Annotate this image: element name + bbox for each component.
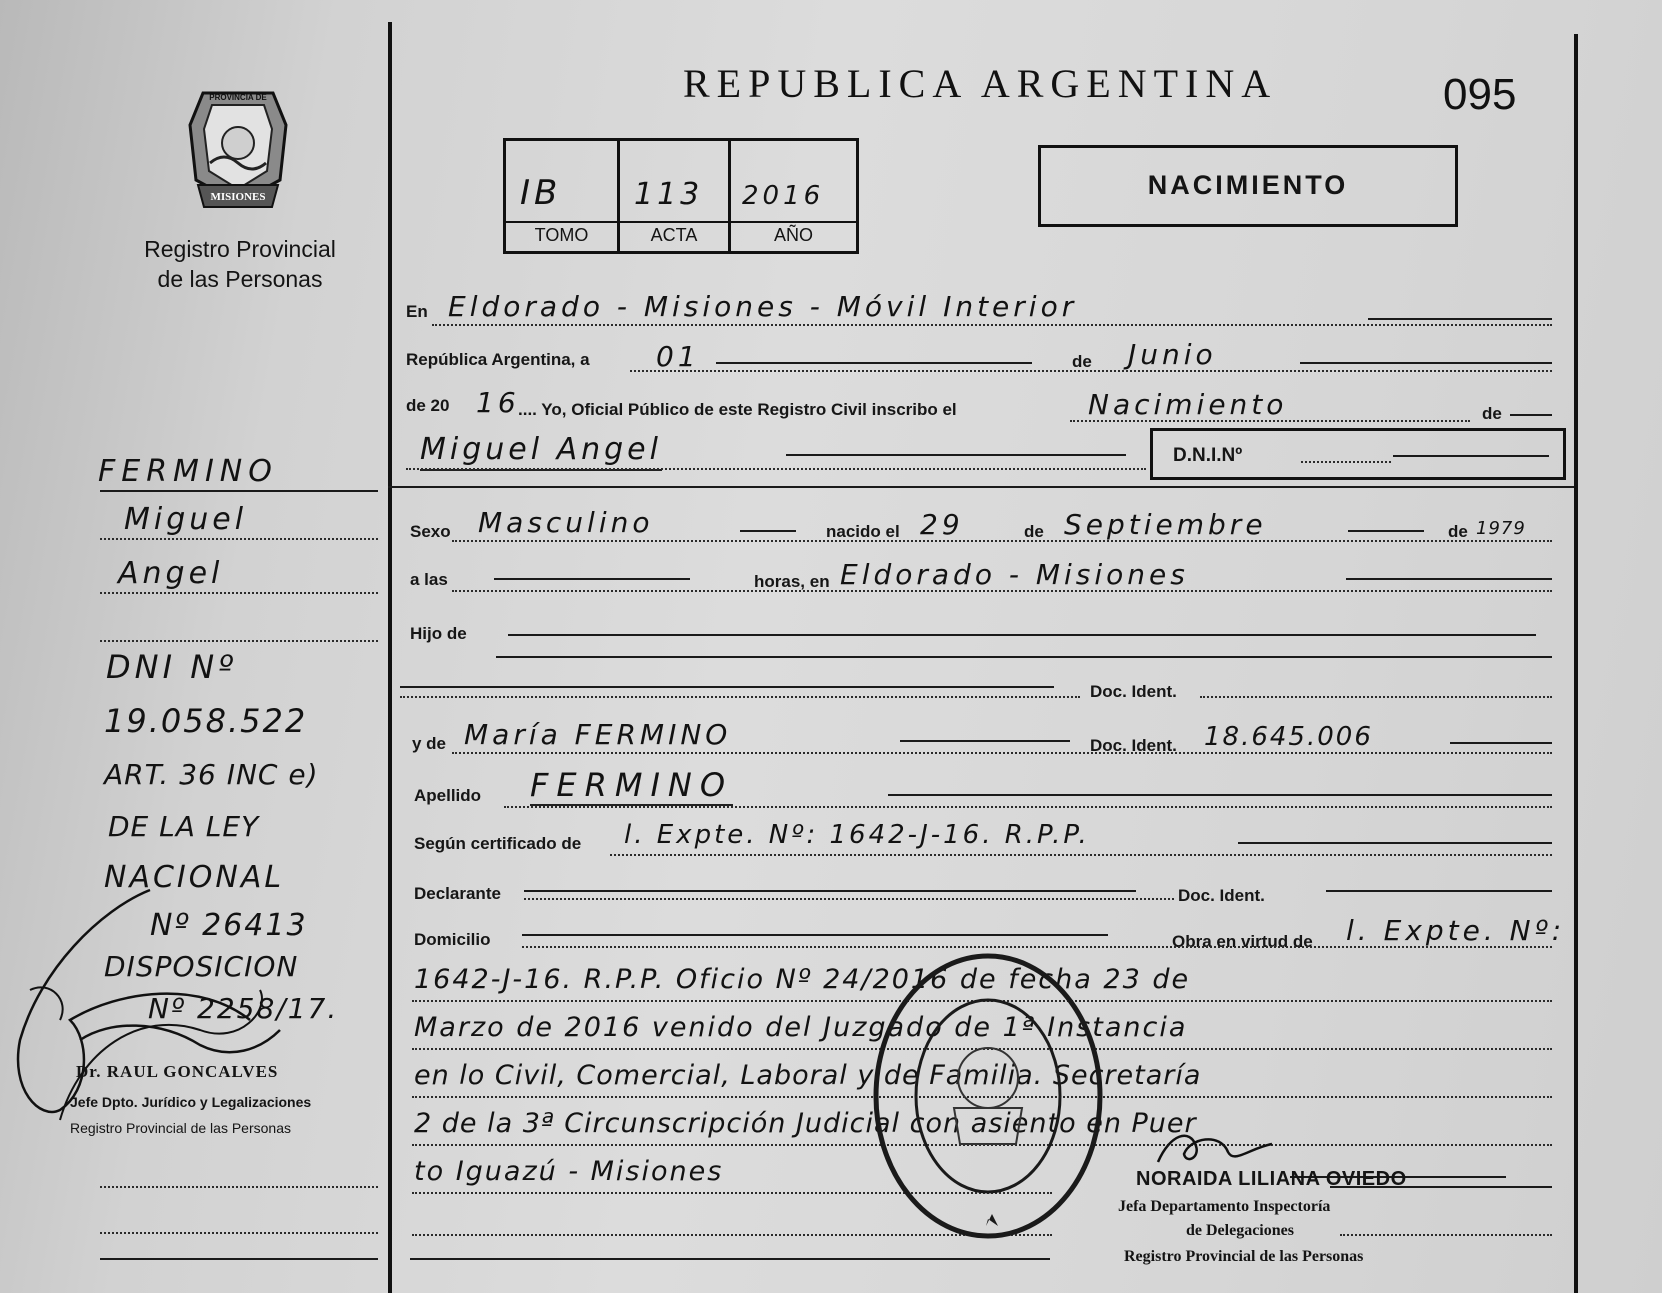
apellido-value: FERMINO (530, 766, 734, 804)
registry-line-1: Registro Provincial (144, 236, 336, 262)
day-value: 01 (656, 340, 700, 373)
margin-official-title: Jefe Dpto. Jurídico y Legalizaciones (70, 1094, 312, 1110)
signer-name: NORAIDA LILIANA OVIEDO (1136, 1168, 1407, 1190)
en-label: En (406, 302, 428, 321)
margin-ley-number: Nº 26413 (150, 908, 308, 943)
anio-value: 2016 (742, 181, 825, 211)
nacido-de-label: de (1024, 522, 1044, 541)
reference-table (503, 138, 859, 254)
inscribe-value: Nacimiento (1088, 388, 1288, 421)
oficial-text: .... Yo, Oficial Público de este Registro Civil inscribo el (518, 400, 957, 419)
body-line-3: en lo Civil, Comercial, Laboral y de Familia. Secretaría (414, 1060, 1202, 1091)
nacido-year: 1979 (1476, 518, 1526, 539)
margin-official-org: Registro Provincial de las Personas (70, 1120, 291, 1136)
month-de-label: de (1072, 352, 1092, 371)
year-value: 16 (476, 386, 520, 419)
margin-surname: FERMINO (98, 454, 278, 489)
tomo-value: IB (520, 173, 562, 213)
margin-art: ART. 36 INC e) (104, 758, 319, 791)
signer-title-1: Jefa Departamento Inspectoría (1118, 1198, 1331, 1215)
acta-value: 113 (634, 177, 704, 212)
year-prefix: de 20 (406, 396, 450, 415)
declarante-doc-label: Doc. Ident. (1178, 886, 1265, 905)
seal-bottom-text: MISIONES (210, 191, 266, 203)
body-line-2: Marzo de 2016 venido del Juzgado de 1ª Instancia (414, 1012, 1188, 1043)
margin-dni-value: 19.058.522 (104, 702, 308, 740)
en-value: Eldorado - Misiones - Móvil Interior (448, 290, 1078, 323)
obra-label: Obra en virtud de (1172, 932, 1313, 951)
margin-name-1: Miguel (124, 502, 248, 537)
obra-value: l. Expte. Nº: (1346, 914, 1566, 947)
body-line-4: 2 de la 3ª Circunscripción Judicial con asiento en Puer (414, 1108, 1197, 1139)
margin-name-2: Angel (118, 556, 224, 591)
mother-value: María FERMINO (464, 718, 732, 751)
margin-nacional: NACIONAL (104, 860, 285, 895)
margin-disposicion: DISPOSICION (104, 950, 299, 983)
sexo-value: Masculino (478, 506, 654, 539)
record-type-label: NACIMIENTO (1147, 170, 1349, 200)
signer-title-2: de Delegaciones (1186, 1222, 1294, 1239)
left-frame-line (388, 22, 392, 1293)
hijo-label: Hijo de (410, 624, 467, 643)
month-value: Junio (1128, 338, 1217, 371)
seal-top-text: PROVINCIA DE (209, 93, 267, 102)
nacido-month: Septiembre (1064, 508, 1267, 541)
rep-label: República Argentina, a (406, 350, 590, 369)
margin-official-name: Dr. RAUL GONCALVES (76, 1062, 279, 1081)
nacido-year-de-label: de (1448, 522, 1468, 541)
dni-box-label: D.N.I.Nº (1173, 445, 1243, 466)
alas-label: a las (410, 570, 448, 589)
sexo-label: Sexo (410, 522, 451, 541)
anio-label: AÑO (773, 225, 813, 245)
folio-number: 095 (1443, 70, 1517, 119)
name-value: Miguel Angel (420, 432, 662, 471)
acta-label: ACTA (650, 225, 698, 245)
declarante-label: Declarante (414, 884, 501, 903)
official-signature (1150, 1124, 1280, 1170)
body-line-5: to Iguazú - Misiones (414, 1156, 724, 1187)
misiones-seal (168, 85, 308, 215)
signer-org: Registro Provincial de las Personas (1124, 1248, 1364, 1265)
registry-line-2: de las Personas (157, 266, 323, 292)
nacido-day: 29 (920, 508, 964, 541)
tomo-label: TOMO (534, 225, 589, 245)
yde-label: y de (412, 734, 447, 753)
margin-disposicion-number: Nº 2258/17. (148, 992, 339, 1025)
record-type-box (1038, 145, 1458, 227)
place-value: Eldorado - Misiones (840, 558, 1189, 591)
dni-box (1150, 428, 1566, 480)
mother-doc-value: 18.645.006 (1204, 722, 1373, 752)
inscribe-de-label: de (1482, 404, 1502, 423)
margin-ley: DE LA LEY (108, 810, 260, 843)
delegation-stamp (868, 948, 1108, 1244)
country-title: REPUBLICA ARGENTINA (683, 61, 1278, 106)
segun-label: Según certificado de (414, 834, 582, 853)
mother-doc-label: Doc. Ident. (1090, 736, 1177, 755)
domicilio-label: Domicilio (414, 930, 491, 949)
apellido-label: Apellido (414, 786, 482, 805)
segun-value: l. Expte. Nº: 1642-J-16. R.P.P. (624, 820, 1090, 850)
right-frame-line (1574, 34, 1578, 1293)
horas-label: horas, en (754, 572, 830, 591)
body-line-1: 1642-J-16. R.P.P. Oficio Nº 24/2016 de fecha 23 de (414, 964, 1191, 995)
nacido-label: nacido el (826, 522, 900, 541)
margin-dni-label: DNI Nº (106, 648, 238, 686)
doc-ident-label: Doc. Ident. (1090, 682, 1177, 701)
